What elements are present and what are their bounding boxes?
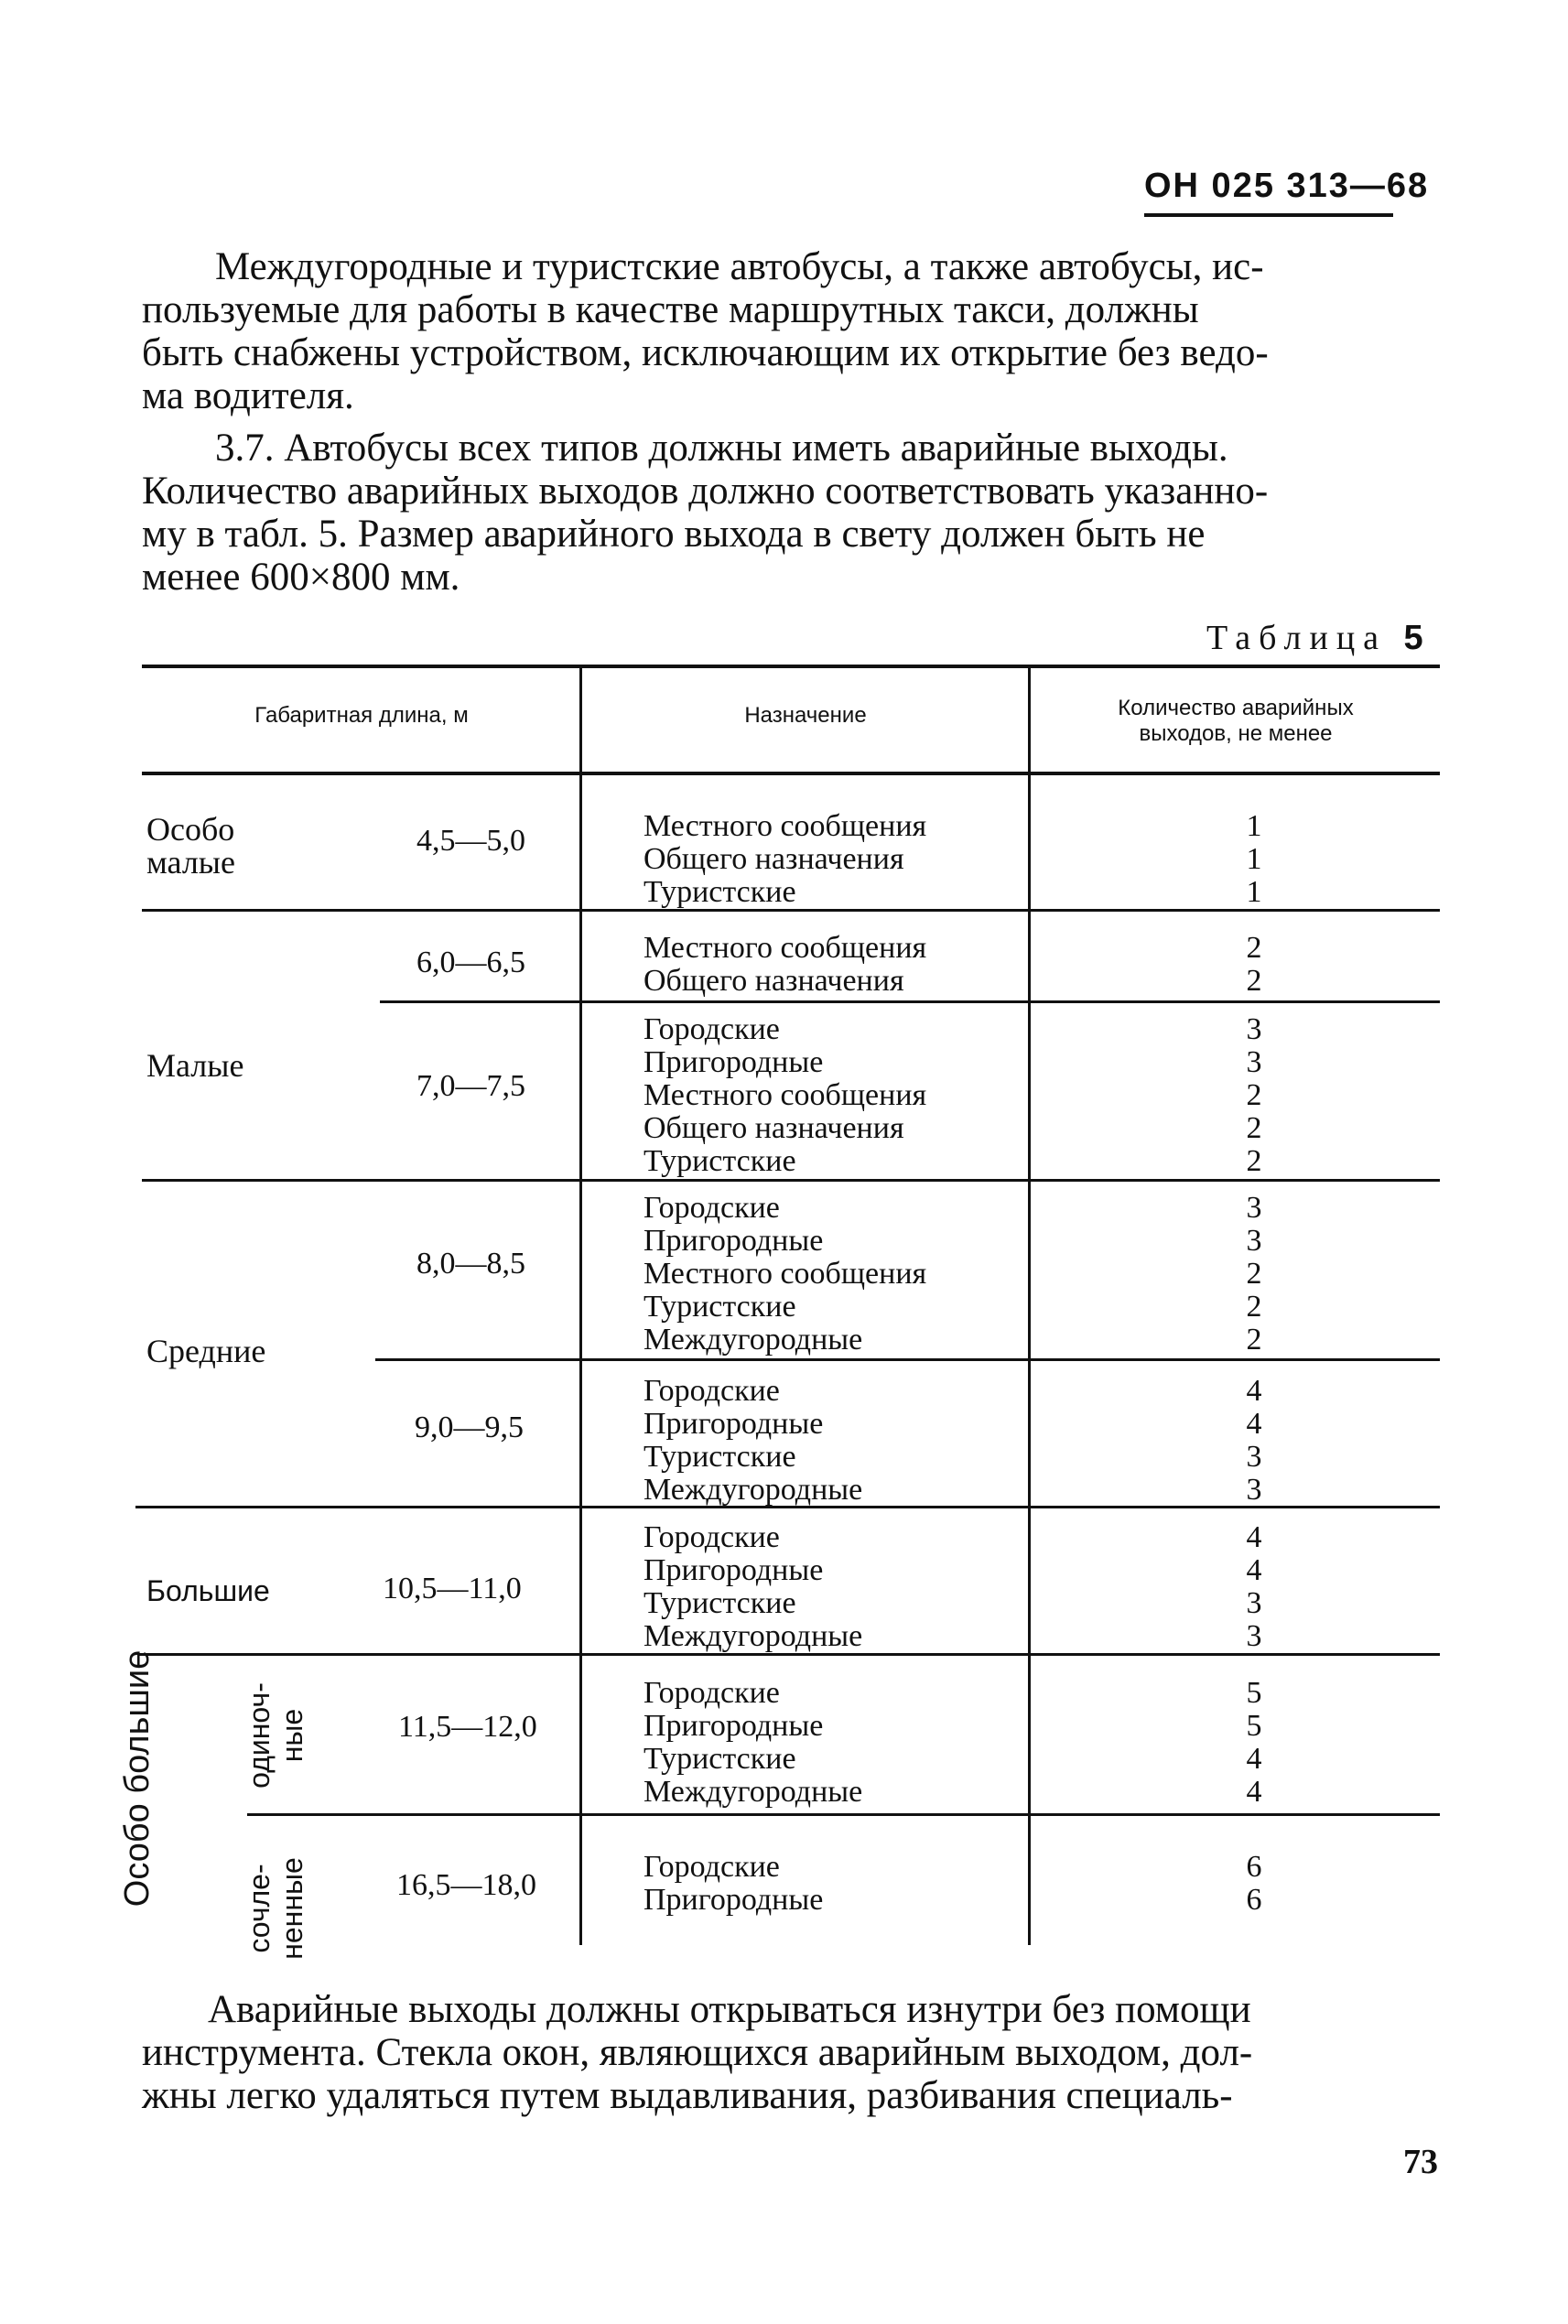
purpose-item: Городские [643, 1850, 780, 1884]
purpose-item: Городские [643, 1374, 780, 1408]
count-list [1227, 932, 1281, 998]
header-count-line: выходов, не менее [1139, 721, 1333, 746]
count-item: 1 [1246, 809, 1262, 843]
intro-line: пользуемые для работы в качестве маршрутных такси, должны [142, 288, 1199, 331]
purpose-item: Туристские [643, 1440, 796, 1474]
purpose-item: Туристские [643, 1742, 796, 1776]
subcategory-line: одиноч- [243, 1682, 276, 1789]
count-item: 4 [1246, 1775, 1262, 1809]
count-item: 2 [1246, 1144, 1262, 1178]
count-item: 1 [1246, 875, 1262, 909]
purpose-item: Городские [643, 1191, 780, 1225]
subcategory-line: сочле- [243, 1864, 276, 1953]
purpose-item: Междугородные [643, 1775, 863, 1809]
purpose-item: Туристские [643, 1290, 796, 1324]
table-label-text: Таблица [1206, 619, 1388, 657]
category-srednie: Средние [146, 1333, 266, 1369]
count-item: 5 [1246, 1709, 1262, 1743]
purpose-item: Пригородные [643, 1553, 824, 1587]
count-list [1227, 1192, 1281, 1357]
count-item: 2 [1246, 1078, 1262, 1112]
category-osobo-malye [146, 813, 235, 879]
count-item: 2 [1246, 1323, 1262, 1357]
purpose-list [643, 1677, 862, 1809]
purpose-list [643, 1375, 862, 1507]
count-item: 6 [1246, 1850, 1262, 1884]
intro-line: му в табл. 5. Размер аварийного выхода в свету должен быть не [142, 513, 1206, 556]
category-osobo-bolshie: Особо большие [118, 1649, 157, 1908]
document-code: ОН 025 313—68 [1144, 167, 1430, 205]
purpose-item: Городские [643, 1012, 780, 1046]
count-item: 3 [1246, 1224, 1262, 1258]
count-list [1227, 1375, 1281, 1507]
table-number: 5 [1403, 619, 1432, 657]
length-cell: 4,5—5,0 [416, 824, 525, 858]
count-item: 2 [1246, 1290, 1262, 1324]
count-item: 1 [1246, 842, 1262, 876]
subcategory-line: ненные [276, 1857, 308, 1960]
group-rule [142, 909, 579, 912]
purpose-item: Местного сообщения [643, 1257, 927, 1291]
length-cell: 11,5—12,0 [398, 1710, 537, 1744]
outro-line: жны легко удаляться путем выдавливания, разбивания специаль- [142, 2074, 1233, 2117]
count-item: 3 [1246, 1440, 1262, 1474]
outro-line: инструмента. Стекла окон, являющихся аварийным выходом, дол- [142, 2031, 1253, 2074]
count-item: 4 [1246, 1742, 1262, 1776]
subcategory-odinochnye [243, 1662, 316, 1809]
intro-line: Междугородные и туристские автобусы, а также автобусы, ис- [215, 245, 1264, 288]
subgroup-rule [380, 1000, 579, 1003]
length-cell: 7,0—7,5 [416, 1069, 525, 1103]
count-list [1227, 1677, 1281, 1809]
count-item: 4 [1246, 1374, 1262, 1408]
subgroup-rule [582, 1813, 1440, 1816]
category-malye: Малые [146, 1047, 244, 1084]
count-item: 4 [1246, 1553, 1262, 1587]
intro-line: ма водителя. [142, 374, 354, 417]
group-rule [137, 1653, 579, 1656]
subgroup-rule [582, 1358, 1440, 1361]
count-item: 2 [1246, 964, 1262, 998]
length-cell: 9,0—9,5 [415, 1411, 524, 1444]
category-bolshie: Большие [146, 1574, 270, 1607]
subgroup-rule [375, 1358, 579, 1361]
table-header-rule [142, 772, 1440, 775]
purpose-list [643, 1851, 823, 1917]
count-list [1227, 1851, 1281, 1917]
purpose-item: Туристские [643, 875, 796, 909]
intro-line: 3.7. Автобусы всех типов должны иметь аварийные выходы. [215, 427, 1228, 470]
intro-line: менее 600×800 мм. [142, 556, 460, 599]
purpose-item: Местного сообщения [643, 1078, 927, 1112]
purpose-item: Городские [643, 1520, 780, 1554]
length-cell: 6,0—6,5 [416, 946, 525, 979]
purpose-item: Местного сообщения [643, 931, 927, 965]
purpose-item: Междугородные [643, 1473, 863, 1507]
purpose-list [643, 810, 926, 909]
purpose-item: Общего назначения [643, 964, 904, 998]
category-line: малые [146, 844, 235, 881]
count-item: 6 [1246, 1883, 1262, 1917]
count-item: 3 [1246, 1586, 1262, 1620]
count-item: 3 [1246, 1619, 1262, 1653]
header-length: Габаритная длина, м [254, 703, 469, 728]
group-rule [135, 1506, 579, 1508]
count-item: 2 [1246, 931, 1262, 965]
purpose-item: Городские [643, 1676, 780, 1710]
purpose-item: Междугородные [643, 1323, 863, 1357]
length-cell: 8,0—8,5 [416, 1247, 525, 1281]
purpose-item: Пригородные [643, 1045, 824, 1079]
count-item: 3 [1246, 1045, 1262, 1079]
subgroup-rule [582, 1000, 1440, 1003]
count-item: 4 [1246, 1520, 1262, 1554]
outro-line: Аварийные выходы должны открываться изнутри без помощи [208, 1988, 1251, 2031]
length-cell: 16,5—18,0 [396, 1868, 536, 1902]
group-rule [582, 909, 1440, 912]
page-number: 73 [1403, 2143, 1438, 2181]
count-list [1227, 1521, 1281, 1653]
purpose-list [643, 1192, 926, 1357]
column-divider [579, 668, 582, 1945]
table-top-rule [142, 665, 1440, 668]
count-item: 3 [1246, 1473, 1262, 1507]
header-count [1034, 696, 1437, 747]
purpose-item: Общего назначения [643, 1111, 904, 1145]
group-rule [582, 1179, 1440, 1182]
length-cell: 10,5—11,0 [383, 1572, 522, 1605]
header-purpose: Назначение [744, 703, 867, 728]
subgroup-rule [247, 1813, 579, 1816]
count-item: 5 [1246, 1676, 1262, 1710]
purpose-item: Пригородные [643, 1883, 824, 1917]
purpose-item: Местного сообщения [643, 809, 927, 843]
purpose-item: Пригородные [643, 1407, 824, 1441]
group-rule [582, 1653, 1440, 1656]
count-item: 2 [1246, 1111, 1262, 1145]
subcategory-line: ные [276, 1708, 308, 1763]
header-underline [1144, 213, 1393, 217]
purpose-item: Туристские [643, 1586, 796, 1620]
purpose-item: Междугородные [643, 1619, 863, 1653]
purpose-list [643, 932, 926, 998]
count-item: 2 [1246, 1257, 1262, 1291]
purpose-item: Общего назначения [643, 842, 904, 876]
count-list [1227, 1013, 1281, 1178]
group-rule [142, 1179, 579, 1182]
count-item: 3 [1246, 1012, 1262, 1046]
count-item: 3 [1246, 1191, 1262, 1225]
purpose-item: Пригородные [643, 1224, 824, 1258]
purpose-list [643, 1521, 862, 1653]
count-item: 4 [1246, 1407, 1262, 1441]
column-divider [1028, 668, 1031, 1945]
header-count-line: Количество аварийных [1118, 696, 1354, 720]
subcategory-sochlenennye [243, 1835, 316, 1982]
count-list [1227, 810, 1281, 909]
table-label [1206, 618, 1432, 658]
intro-line: быть снабжены устройством, исключающим их открытие без ведо- [142, 331, 1269, 374]
purpose-item: Пригородные [643, 1709, 824, 1743]
purpose-item: Туристские [643, 1144, 796, 1178]
intro-line: Количество аварийных выходов должно соответствовать указанно- [142, 470, 1269, 513]
category-line: Особо [146, 811, 235, 848]
purpose-list [643, 1013, 926, 1178]
